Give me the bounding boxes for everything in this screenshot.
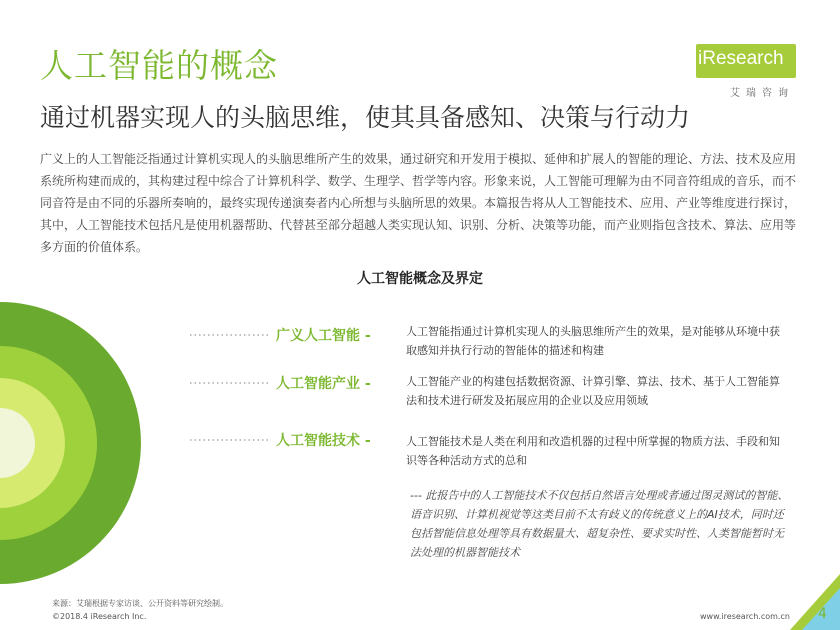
page-title: 人工智能的概念	[40, 46, 278, 85]
desc-ai-technology: 人工智能技术是人类在利用和改造机器的过程中所掌握的物质方法、手段和知识等各种活动方式的总和	[406, 435, 780, 467]
copyright: ©2018.4 iResearch Inc.	[52, 612, 147, 621]
logo-cn-text: 艾瑞咨询	[730, 88, 794, 99]
label-ai-technology: 人工智能技术 -	[276, 433, 371, 449]
intro-paragraph: 广义上的人工智能泛指通过计算机实现人的头脑思维所产生的效果，通过研究和开发用于模拟、延伸和扩展人的智能的理论、方法、技术及应用系统所构建而成的，其构建过程中综合了计算机科学、数学、生理学、哲学等内容。形象来说，人工智能可理解为由不同音符组成的音乐，而不同音符是由不同的乐器所奏响的，最终实现传递演奏者内心所想与头脑所思的效果。本篇报告将从人工智能技术、应用、产业等维度进行探讨，其中，人工智能技术包括凡是使用机器帮助、代替甚至部分超越人类实现认知、识别、分析、决策等功能，而产业则指包含技术、算法、应用等多方面的价值体系。	[40, 152, 797, 254]
desc-ai-industry: 人工智能产业的构建包括数据资源、计算引擎、算法、技术、基于人工智能算法和技术进行研发及拓展应用的企业以及应用领域	[406, 375, 780, 407]
diagram-title: 人工智能概念及界定	[357, 271, 483, 287]
desc-broad-ai: 人工智能指通过计算机实现人的头脑思维所产生的效果，是对能够从环境中获取感知并执行行动的智能体的描述和构建	[406, 325, 780, 357]
page-subtitle: 通过机器实现人的头脑思维，使其具备感知、决策与行动力	[40, 103, 691, 132]
footer-url: www.iresearch.com.cn	[700, 612, 790, 621]
scope-note: --- 此报告中的人工智能技术不仅包括自然语言处理或者通过图灵测试的智能、语音识别、计算机视觉等这类目前不太有歧义的传统意义上的AI技术，同时还包括智能信息处理等具有数据量大、超复杂性、要求实时性、人类智能暂时无法处理的机器智能技术	[410, 489, 789, 559]
page-number: 4	[818, 606, 827, 622]
label-broad-ai: 广义人工智能 -	[276, 328, 371, 344]
label-ai-industry: 人工智能产业 -	[276, 376, 371, 392]
corner-accent	[790, 574, 840, 630]
source-note: 来源：艾瑞根据专家访谈、公开资料等研究绘制。	[52, 599, 228, 608]
logo-wordmark: iResearch	[698, 48, 784, 69]
